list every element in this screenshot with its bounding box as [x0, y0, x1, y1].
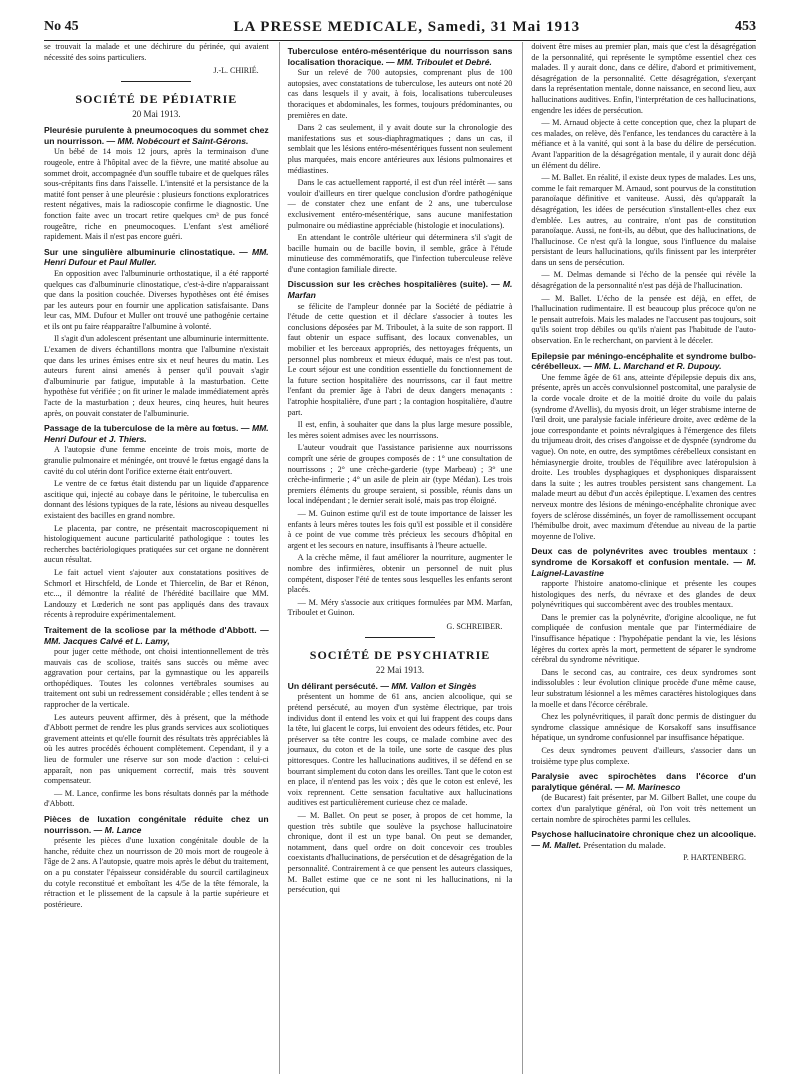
- paragraph: L'auteur voudrait que l'assistance parisienne aux nourrissons comprît une série de groupes composés de : 1° une consultation de nourrissons ; 2° une crèche-garderie (type Marbeau) ; 3° une crèche-infirmerie ; 4° un asile de plein air (type Médan). Les trois premiers éléments du groupe seraient, si possible, réunis dans un local indépendant ; le dernier serait isolé, mais pas trop éloigné.: [287, 443, 513, 506]
- paragraph: Dans le cas actuellement rapporté, il est d'un réel intérêt — sans vouloir d'ailleurs en tirer quelque conclusion d'ordre pathogénique — de constater chez une enfant de 2 ans, une tuberculose exclusivement entéro-mésentérique, sans aucune manifestation pulmonaire ou médiastine appréciable (histologie et inoculations).: [287, 178, 513, 230]
- columns: [44, 42, 756, 1074]
- article-authors: MM. L. Marchand et R. Dupouy.: [594, 361, 722, 372]
- section-date: 20 Mai 1913.: [132, 109, 181, 120]
- column-2: [279, 42, 513, 1074]
- column-3: [522, 42, 756, 1074]
- paragraph: Le ventre de ce fœtus était distendu par un liquide d'apparence ascitique qui, injecté au cobaye dans le péritoine, le tuberculisa en donnant des lésions typiques de la rate, lésions au niveau desquelles existaient des bacilles en grand nombre.: [44, 479, 269, 520]
- paragraph: — M. Delmas demande si l'écho de la pensée qui révèle la désagrégation de la personnalité n'est pas déjà de l'hallucination.: [531, 270, 757, 291]
- paragraph: Une femme âgée de 61 ans, atteinte d'épilepsie depuis dix ans, présente, après un accès convulsionnel postcomital, une paralysie de la corde vocale droite et de la moitié droite du voile du palais (syndrome d'Avellis), du myosis droit, un léger strabisme interne de l'œil droit, une paralysie faciale inférieure droite, avec œdème de la joue correspondante et points névralgiques à l'émergence des filets du trijumeau droit, des crises d'angoisse et de dyspnée (syndrome du vague). On note, en outre, des symptômes cérébelleux consistant en hémiasynergie droite, troubles de l'équilibre avec latéropulsion à droite. Les troubles dysphagiques et dysphoniques disparaissent dans la suite ; les autres troubles persistent sans changement. La malade meurt au début d'un accès épileptique. L'examen des centres nerveux montre des lésions de méningo-encéphalite chronique avec foyers de sclérose disséminés, un foyer de ramollissement occupant l'hémibulbe droit, avec maximum d'étendue au niveau de la partie moyenne de l'olive.: [531, 372, 757, 541]
- paragraph: — M. Lance, confirme les bons résultats donnés par la méthode d'Abbott.: [44, 788, 269, 809]
- article-heading: [531, 351, 756, 372]
- article-heading: [288, 279, 513, 300]
- paragraph: se félicite de l'ampleur donnée par la Société de pédiatrie à l'étude de cette question et il déclare s'associer à toutes les conclusions déposées par M. Triboulet, à la suite de son rapport. Il faut obtenir un espace suffisant, des locaux convenables, un mobilier et les berceaux appropriés, des nettoyages fréquents, un personnel plus nombreux et mieux éduqué, mais ce n'est pas tout. Le court séjour est une condition essentielle du fonctionnement de la future section hospitalière des nourrissons, car il faut mettre l'enfant du premier âge à l'abri de deux dangers menaçants : l'atrophie hospitalière, d'une part ; la contagion hospitalière, d'autre part.: [287, 301, 513, 417]
- page-number: 453: [734, 19, 756, 34]
- article-authors: M. Marinesco: [625, 781, 681, 792]
- paragraph: A l'autopsie d'une femme enceinte de trois mois, morte de granulie pulmonaire et méningée, ont trouvé le fœtus engagé dans la cavité du col utérin dont l'orifice externe était entr'ouvert.: [44, 445, 269, 476]
- section-title: SOCIÉTÉ DE PSYCHIATRIE: [309, 647, 491, 662]
- section-title: SOCIÉTÉ DE PÉDIATRIE: [75, 92, 238, 107]
- article-authors: MM. Nobécourt et Saint-Gérons.: [117, 135, 249, 146]
- article-heading: [288, 681, 513, 692]
- article-authors: M. Laignel-Lavastine: [531, 556, 757, 578]
- article-authors: M. Lance: [104, 824, 142, 835]
- article-authors: MM. Vallon et Singès: [391, 680, 477, 691]
- paragraph: présentent un homme de 61 ans, ancien alcoolique, qui se prétend persécuté, au moyen d'un système électrique, par trois individus dont il entend les voix et qui lui frappent des coups dans la tête, lui glacent le corps, lui envoient des odeurs fétides, etc. Pour préserver sa tête contre les coups, ce malade combine avec des journaux, du coton et de la toile, une sorte de casque des plus pittoresques. Contre les hallucinations auditives, il se défend en se bourrant simplement du coton dans les oreilles. Tant que le coton est en place, il n'entend pas les voix ; dès que le coton est enlevé, les voix reprennent. Cette sensation facultative aux hallucinations auditives est particulièrement curieuse chez ce malade.: [287, 692, 513, 808]
- paragraph: En attendant le contrôle ultérieur qui déterminera s'il s'agit de bacille humain ou de bacille bovin, il semble, grâce à l'étude minutieuse des commémoratifs, que l'infection tuberculeuse relève d'une contagion familiale directe.: [287, 233, 513, 274]
- article-title: Tuberculose entéro-mésentérique du nourrisson sans localisation thoracique. —: [287, 46, 513, 67]
- paragraph: (de Bucarest) fait présenter, par M. Gilbert Ballet, une coupe du cortex d'un paralytique général, où l'on voit très nettement un certain nombre de spirochètes parmi les cellules.: [531, 793, 757, 824]
- paragraph: — M. Ballet. En réalité, il existe deux types de malades. Les uns, comme le fait remarquer M. Arnaud, sont pourvus de la constitution paranoïaque définitive et vaniteuse. Aussi, dès qu'apparaît la désagrégation, les idées de persécution s'installent-elles chez eux d'emblée. Les autres, au contraire, n'ont pas de constitution paranoïaque. Aussi, ne font-ils, au début, que des hallucinations, de l'hallucinose. Ce n'est qu'à la longue, sous l'influence du malaise persistant de leurs hallucinations, qu'ils finissent par les interpréter dans un sens de persécution.: [531, 173, 757, 267]
- article-heading: [288, 46, 513, 67]
- paragraph: pour juger cette méthode, ont choisi intentionnellement de très mauvais cas de scoliose, traités sans succès ou même avec aggravation pour certains, par la gymnastique ou les appareils orthopédiques. Toutes les colonnes vertébrales soumises au traitement ont subi un redressement considérable ; elles tendent à se rapprocher de la verticale.: [44, 647, 269, 710]
- article-title: Traitement de la scoliose par la méthode d'Abbott. —: [44, 624, 269, 635]
- article-title: Paralysie avec spirochètes dans l'écorce d'un paralytique général. —: [531, 771, 757, 792]
- masthead-title: LA PRESSE MEDICALE, Samedi, 31 Mai 1913: [233, 18, 581, 35]
- article-authors: M. Marfan: [287, 279, 513, 301]
- paragraph: Les auteurs peuvent affirmer, dès à présent, que la méthode d'Abbott permet de rendre les plus grands services aux scoliotiques gravement atteints et qu'elle fournit des résultats très appréciables là où les autres procédés échouent complètement. Cependant, il y a lieu de formuler une réserve sur son mode d'action : celui-ci apparaît, non pas uniquement correctif, mais très souvent compensateur.: [44, 712, 269, 786]
- article-heading: [44, 125, 269, 146]
- paragraph: Le placenta, par contre, ne présentait macroscopiquement ni histologiquement aucune particularité pathologique : toutes les recherches bactériologiques pratiquées sur cet organe ne donnèrent aucun résultat.: [44, 523, 269, 565]
- page-header: [44, 14, 756, 41]
- paragraph: Chez les polynévritiques, il paraît donc permis de distinguer du syndrome classique amnésique de Korsakoff sans insuffisance hépatique, un syndrome confusionnel par insuffisance hépatique.: [531, 712, 757, 743]
- article-heading: [44, 625, 269, 646]
- paragraph: Sur un relevé de 700 autopsies, comprenant plus de 100 autopsies, avec constatations de tuberculose, les auteurs ont noté 20 cas dans lesquels il y avait, à fois, localisations tuberculeuses thoraciques et abdominales, les formes, toujours prédominantes, ou premières en date.: [287, 68, 513, 120]
- paragraph: — M. Ballet. On peut se poser, à propos de cet homme, la question très subtile que soulève la psychose hallucinatoire chronique, dont il est un type banal. On peut se demander, notamment, dans quel ordre on doit concevoir ces troubles coexistants d'hallucinations, de persécution et de désagrégation de la personnalité. Contrairement à ce que pensent les auteurs classiques, M. Ballet estime que ce ne sont ni les hallucinations, ni la persécution, qui: [287, 811, 513, 895]
- paragraph: — M. Arnaud objecte à cette conception que, chez la plupart de ces malades, on relève, dès l'enfance, les tendances du caractère à la méfiance et à la vanité, qui sont à la base du délire de persécution. Avant l'apparition de la désagrégation mentale, il y aurait donc déjà un élément du délire.: [531, 118, 757, 170]
- paragraph: En opposition avec l'albuminurie orthostatique, il a été rapporté quelques cas d'albuminurie clinostatique, c'est-à-dire n'apparaissant que dans la position couchée. Diverses hypothèses ont été émises par les auteurs pour en fournir une application satisfaisante. Dans leur cas, MM. Dufour et Muller ont trouvé une pathogénie certaine et ils ont pu faire réapparaître l'albumine à volonté.: [44, 268, 269, 331]
- article-heading: [44, 423, 269, 444]
- column-1: [44, 42, 269, 1074]
- signature: J.-L. CHIRIÉ.: [213, 66, 259, 76]
- paragraph: se trouvait la malade et une déchirure du périnée, qui avaient nécessité des soins particuliers.: [44, 42, 269, 62]
- article-title: Discussion sur les crèches hospitalières (suite). —: [287, 279, 500, 290]
- signature: G. SCHREIBER.: [446, 621, 503, 631]
- article-authors: M. Mallet.: [542, 839, 582, 850]
- paragraph: doivent être mises au premier plan, mais que c'est la désagrégation de la personnalité, qui représente le symptôme essentiel chez ces malades. Il y aurait donc, dans ce délire, d'abord et primitivement, désagrégation de la personnalité. Cette désagrégation, s'exerçant dans la représentation mentale, donne naissance, en second lieu, aux hallucinations auditives. Enfin, l'interprétation de ces hallucinations, engendre les idées de persécution.: [531, 42, 757, 115]
- paragraph: — M. Guinon estime qu'il est de toute importance de laisser les enfants à leurs mères toutes les fois qu'il est possible et il considère à ce point de vue comme très précieux les secours d'hôpital en argent et les secours en nature, insuffisants à l'heure actuelle.: [287, 508, 513, 550]
- article-title: Un délirant persécuté. —: [287, 680, 389, 691]
- issue-number: No 45: [44, 19, 79, 34]
- article-heading: [531, 546, 756, 578]
- paragraph: Un bébé de 14 mois 12 jours, après la terminaison d'une rougeole, entre à l'hôpital avec de la fièvre, une matité absolue au sommet droit, accompagnée d'un souffle tubaire et de quelques râles sous-crépitants fins dans l'aisselle. L'intensité et la persistance de la matité font penser à une pleurésie : plusieurs fonctions exploratrices restent négatives, mais la radioscopie confirme le diagnostic. Une fonction faite avec un trocart retire quelques cm³ de pus foncé rougeâtre, riche en pneumocoques. L'enfant s'est amélioré rapidement. Mais il n'est pas encore guéri.: [44, 147, 269, 242]
- paragraph: Dans le premier cas la polynévrite, d'origine alcoolique, ne fut compliquée de confusion mentale que par l'intermédiaire de l'insuffisance hépatique : l'hypohépatie pendant la vie, les lésions légères du cortex après la mort, permettent de séparer le syndrome cérébral du syndrome névritique.: [531, 612, 757, 665]
- article-text: Présentation du malade.: [583, 839, 666, 850]
- paragraph: Dans le second cas, au contraire, ces deux syndromes sont indissolubles : leur évolution clinique procède d'une même cause, leur substratum lésionnel a les mêmes caractères histologiques dans la moelle et dans l'écorce cérébrale.: [531, 667, 757, 709]
- article-title: Pièces de luxation congénitale réduite chez un nourrisson. —: [44, 814, 269, 835]
- article-authors: MM. Triboulet et Debré.: [397, 56, 492, 67]
- article-authors: MM. Henri Dufour et J. Thiers.: [44, 423, 269, 444]
- paragraph: — M. Méry s'associe aux critiques formulées par MM. Marfan, Triboulet et Guinon.: [287, 597, 513, 618]
- article-title: Deux cas de polynévrites avec troubles mentaux : syndrome de Korsakoff et confusion mentale. —: [531, 546, 757, 567]
- article-heading: [531, 829, 756, 850]
- article-title: Passage de la tuberculose de la mère au fœtus. —: [44, 423, 250, 434]
- paragraph: présente les pièces d'une luxation congénitale double de la hanche, réduite chez un nourrisson de 20 mois mort de rougeole à l'âge de 2 ans. A l'autopsie, quatre mois après le début du traitement, on a pu constater l'épaisseur considérable du sourcil cartilagineux du cotyle reconstitué et emboîtant les 4/5e de la tête fémorale, la rétraction et le plissement de la capsule à la partie supérieure et postérieure.: [44, 836, 269, 909]
- paragraph: Le fait actuel vient s'ajouter aux constatations positives de Schmorl et Hirschfeld, de Londe et Thiercelin, de Bar et Rénon, etc..., il démontre la réalité de l'hérédité bacillaire que MM. Landouzy et Lœderich ne sont pas appliqués dans des travaux récents à reproduire expérimentalement.: [44, 567, 269, 620]
- article-authors: MM. Henri Dufour et Paul Muller.: [44, 246, 269, 268]
- section-divider: [365, 637, 435, 638]
- article-title: Pleurésie purulente à pneumocoques du sommet chez un nourrisson. —: [44, 125, 269, 146]
- article-title: Sur une singulière albuminurie clinostatique. —: [44, 246, 248, 257]
- paragraph: Dans 2 cas seulement, il y avait doute sur la chronologie des manifestations sus et sous-diaphragmatiques ; dans un cas, il semblait que les lésions entéro-mésentériques fussent non seulement plus marquées, mais encore antérieures aux lésions pulmonaires et médiastines.: [287, 123, 513, 175]
- article-heading: [44, 247, 269, 268]
- article-title: Epilepsie par méningo-encéphalite et syndrome bulbo-cérébelleux. —: [531, 350, 757, 372]
- paragraph: Ces deux syndromes peuvent d'ailleurs, s'associer dans un troisième type plus complexe.: [531, 746, 757, 766]
- paragraph: Il est, enfin, à souhaiter que dans la plus large mesure possible, les mères soient admises avec les nourrissons.: [287, 420, 513, 440]
- paragraph: rapporte l'histoire anatomo-clinique et présente les coupes histologiques des nerfs, du névraxe et des glandes de deux polynévritiques qui succombèrent avec des troubles mentaux.: [531, 579, 757, 610]
- signature: P. HARTENBERG.: [683, 853, 747, 863]
- article-heading: [531, 771, 756, 792]
- section-divider: [121, 81, 191, 82]
- section-date: 22 Mai 1913.: [375, 664, 425, 675]
- paragraph: Il s'agit d'un adolescent présentant une albuminurie intermittente. L'examen de divers échantillons montra que l'albumine n'existait que dans les urines émises entre six et neuf heures du matin. Les auteurs furent ainsi amenés à penser qu'il pouvait s'agir d'albuminurie par fatigue, imputable à la masturbation. Cette hypothèse fut vérifiée ; on fit uriner le malade immédiatement après l'acte de la masturbation ; deux heures, cinq heures, huit heures après, on pouvait constater de l'albuminurie.: [44, 334, 269, 418]
- paragraph: — M. Ballet. L'écho de la pensée est déjà, en effet, de l'hallucination rudimentaire. Il est beaucoup plus précoce qu'on ne le pensait autrefois. Mais les malades ne l'accusent pas toujours, soit qu'ils soient trop débiles ou qu'ils n'aient pas l'habitude de l'auto-observation. En le recherchant, on parvient à le déceler.: [531, 293, 757, 346]
- article-authors: MM. Jacques Calvé et L. Lamy,: [44, 635, 170, 646]
- article-heading: [44, 814, 269, 835]
- paragraph: A la crèche même, il faut améliorer la nourriture, augmenter le nombre des infirmières, obtenir un personnel de nuit plus compétent, disposer l'été de tentes sous lesquelles les enfants seront placés.: [287, 553, 513, 595]
- article-title: Psychose hallucinatoire chronique chez un alcoolique. —: [531, 829, 757, 850]
